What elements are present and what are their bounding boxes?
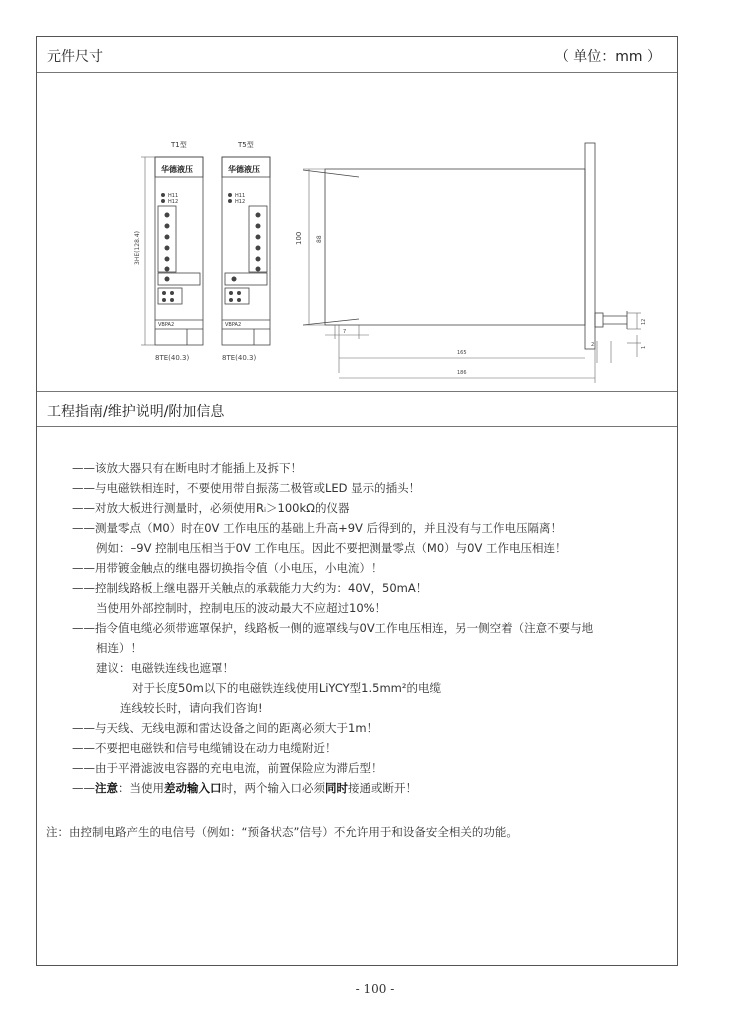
- guide-line: ——用带镀金触点的继电器切换指令值（小电压，小电流）！: [72, 561, 383, 575]
- dim-2: 2: [591, 342, 595, 348]
- guide-line: ——由于平滑滤波电容器的充电电流，前置保险应为滞后型！: [72, 761, 383, 775]
- t5-led-label-2: H12: [235, 199, 246, 205]
- attention-text-2: 时，两个输入口必须: [221, 781, 325, 795]
- guide-line: 例如：–9V 控制电压相当于0V 工作电压。因此不要把测量零点（M0）与0V 工作电压相连！: [96, 541, 567, 555]
- t1-width-label: 8TE(40.3): [155, 354, 190, 362]
- t1-led-label-1: H11: [168, 193, 179, 199]
- height-label: 3HE(128.4): [134, 231, 141, 265]
- t1-led-label-2: H12: [168, 199, 179, 205]
- t5-brand: 华德液压: [228, 165, 260, 174]
- dim-100: 100: [295, 231, 303, 245]
- attention-dash: ——: [72, 781, 95, 795]
- t5-model-label: VBPA2: [225, 322, 242, 328]
- section-title-guide: 工程指南/维护说明/附加信息: [47, 404, 225, 420]
- guide-line: 连线较长时，请向我们咨询!: [120, 701, 263, 715]
- side-view-front-plate: [585, 143, 595, 349]
- t5-panel: [222, 157, 270, 345]
- attention-bold-1: 差动输入口: [164, 781, 222, 795]
- dim-165: 165: [457, 350, 467, 356]
- guide-line: 相连）！: [96, 641, 142, 655]
- guide-line: ——该放大器只有在断电时才能插上及拆下！: [72, 461, 302, 475]
- t5-width-label: 8TE(40.3): [222, 354, 257, 362]
- t5-led-label-1: H11: [235, 193, 246, 199]
- guide-line: 对于长度50m以下的电磁铁连线使用LiYCY型1.5mm²的电缆: [132, 681, 441, 695]
- t1-type-label: T1型: [171, 141, 187, 149]
- section-title-dimensions: 元件尺寸: [47, 49, 103, 65]
- attention-text-1: ：当使用: [118, 781, 164, 795]
- note-line: 注：由控制电路产生的电信号（例如：“预备状态”信号）不允许用于和设备安全相关的功能。: [46, 825, 518, 839]
- guide-line: ——指令值电缆必须带遮罩保护，线路板一侧的遮罩线与0V工作电压相连，另一侧空着（注意不要与地: [72, 621, 594, 635]
- attention-text-3: 接通或断开！: [348, 781, 417, 795]
- side-view-body: [325, 169, 585, 325]
- dim-88: 88: [316, 235, 323, 243]
- guide-line-attention: [72, 780, 417, 796]
- attention-word: 注意: [95, 781, 118, 795]
- dim-186: 186: [457, 370, 467, 376]
- dim-1: 1: [641, 345, 647, 349]
- page-number: - 100 -: [355, 982, 395, 996]
- guide-line: ——与电磁铁相连时，不要使用带自振荡二极管或LED 显示的插头！: [72, 481, 421, 495]
- unit-label: （ 单位：mm ）: [554, 49, 661, 65]
- t1-model-label: VBPA2: [158, 322, 175, 328]
- dim-12: 12: [641, 318, 647, 325]
- guide-line: ——对放大板进行测量时，必须使用Rᵢ＞100kΩ的仪器: [72, 501, 350, 515]
- guide-line: ——测量零点（M0）时在0V 工作电压的基础上升高+9V 后得到的，并且没有与工作电压隔离！: [72, 521, 563, 535]
- guide-line: 建议：电磁铁连线也遮罩！: [96, 661, 234, 675]
- section-header-dimensions: [37, 37, 677, 73]
- t5-type-label: T5型: [238, 141, 254, 149]
- guide-line: ——与天线、无线电源和雷达设备之间的距离必须大于1m！: [72, 721, 379, 735]
- section-header-guide: [37, 391, 677, 427]
- dimension-drawing-svg: [37, 73, 677, 391]
- guide-line: 当使用外部控制时，控制电压的波动最大不应超过10%！: [96, 601, 387, 615]
- guide-line: ——控制线路板上继电器开关触点的承载能力大约为：40V，50mA！: [72, 581, 428, 595]
- attention-bold-2: 同时: [325, 781, 348, 795]
- t1-panel: [155, 157, 203, 345]
- guide-line: ——不要把电磁铁和信号电缆铺设在动力电缆附近！: [72, 741, 337, 755]
- dim-7: 7: [343, 329, 347, 335]
- dimension-drawing: [37, 73, 677, 391]
- t1-brand: 华德液压: [161, 165, 193, 174]
